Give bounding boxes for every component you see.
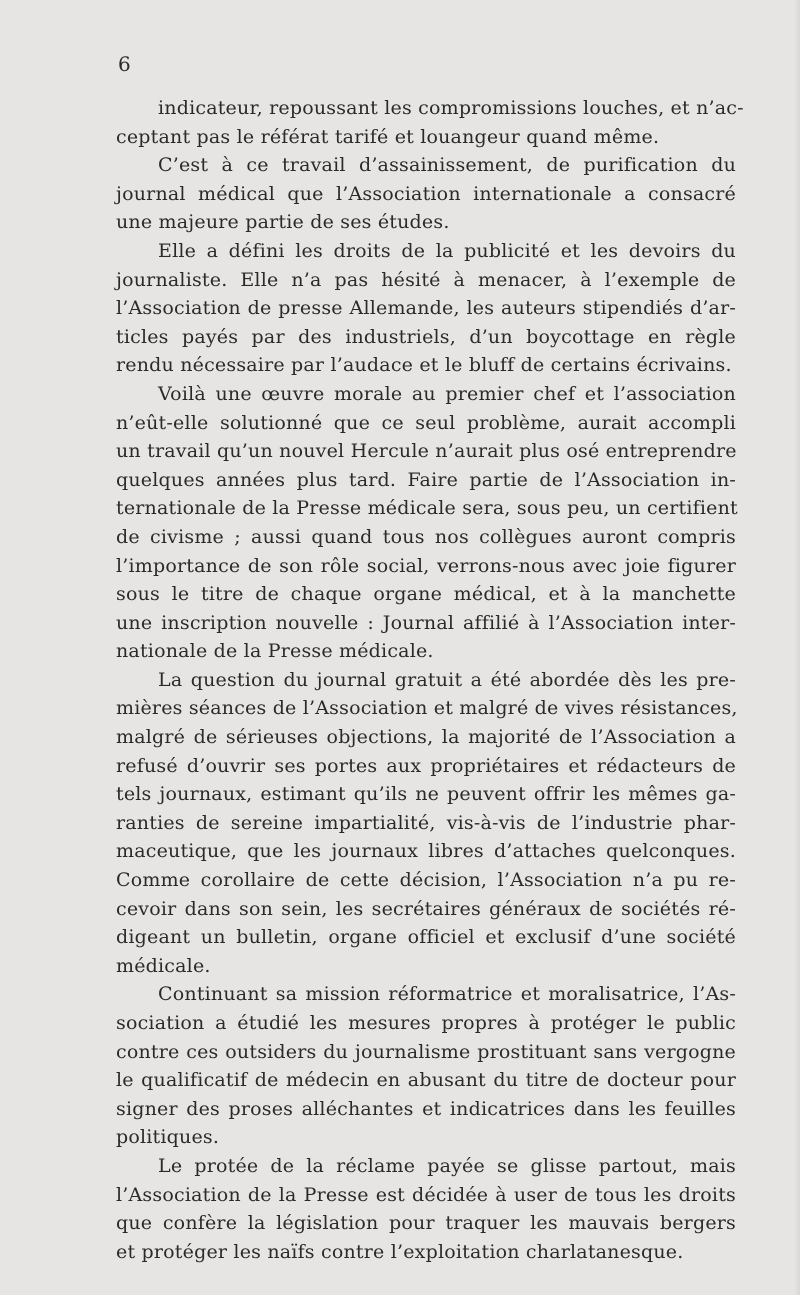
text-line: cevoir dans son sein, les secrétaires généraux de sociétés ré-	[116, 897, 736, 920]
text-line: une majeure partie de ses études.	[116, 211, 450, 234]
paragraph	[116, 237, 736, 380]
text-line: journal médical que l’Association internationale a consacré	[116, 182, 736, 205]
paragraph	[116, 666, 736, 981]
page-number: 6	[118, 52, 131, 76]
text-line: nationale de la Presse médicale.	[116, 640, 434, 663]
paragraph	[116, 1152, 736, 1266]
text-line: un travail qu’un nouvel Hercule n’aurait plus osé entreprendre	[116, 440, 737, 463]
text-line: Continuant sa mission réformatrice et moralisatrice, l’As-	[158, 983, 736, 1006]
text-line: contre ces outsiders du journalisme prostituant sans vergogne	[116, 1040, 736, 1063]
paragraph	[116, 380, 736, 666]
text-line: que confère la législation pour traquer les mauvais bergers	[116, 1212, 736, 1235]
text-line: politiques.	[116, 1126, 220, 1149]
text-line: médicale.	[116, 954, 211, 977]
text-line: Voilà une œuvre morale au premier chef et l’association	[158, 382, 736, 405]
text-line: le qualificatif de médecin en abusant du titre de docteur pour	[116, 1069, 736, 1092]
text-line: tels journaux, estimant qu’ils ne peuvent offrir les mêmes ga-	[116, 783, 736, 806]
text-line: C’est à ce travail d’assainissement, de purification du	[158, 154, 736, 177]
paragraph	[116, 980, 736, 1152]
text-line: La question du journal gratuit a été abordée dès les pre-	[158, 668, 736, 691]
text-line: rendu nécessaire par l’audace et le bluff de certains écrivains.	[116, 354, 732, 377]
text-line: l’importance de son rôle social, verrons-nous avec joie figurer	[116, 554, 736, 577]
body-text	[116, 94, 744, 1266]
text-line: ranties de sereine impartialité, vis-à-vis de l’industrie phar-	[116, 811, 736, 834]
text-line: sous le titre de chaque organe médical, et à la manchette	[116, 583, 736, 606]
paragraph	[116, 94, 744, 151]
text-line: Elle a défini les droits de la publicité et les devoirs du	[158, 239, 736, 262]
text-line: ternationale de la Presse médicale sera, sous peu, un certifient	[116, 497, 738, 520]
text-line: n’eût-elle solutionné que ce seul problème, aurait accompli	[116, 411, 736, 434]
text-line: malgré de sérieuses objections, la majorité de l’Association a	[116, 726, 736, 749]
text-line: journaliste. Elle n’a pas hésité à menacer, à l’exemple de	[116, 268, 736, 291]
text-line: Comme corollaire de cette décision, l’Association n’a pu re-	[116, 869, 736, 892]
text-line: sociation a étudié les mesures propres à protéger le public	[116, 1012, 736, 1034]
text-line: une inscription nouvelle : Journal affilié à l’Association inter-	[116, 611, 736, 634]
text-line: et protéger les naïfs contre l’exploitation charlatanesque.	[116, 1240, 684, 1263]
text-line: signer des proses alléchantes et indicatrices dans les feuilles	[116, 1097, 736, 1120]
text-line: indicateur, repoussant les compromissions louches, et n’ac-	[158, 97, 744, 119]
text-line: l’Association de la Presse est décidée à user de tous les droits	[116, 1183, 736, 1206]
text-line: digeant un bulletin, organe officiel et exclusif d’une société	[116, 926, 736, 949]
text-line: Le protée de la réclame payée se glisse partout, mais	[158, 1154, 736, 1177]
text-line: quelques années plus tard. Faire partie de l’Association in-	[116, 468, 736, 491]
text-line: ceptant pas le référat tarifé et louangeur quand même.	[116, 125, 660, 148]
text-line: ticles payés par des industriels, d’un boycottage en règle	[116, 325, 736, 348]
paragraph	[116, 151, 736, 237]
text-line: de civisme ; aussi quand tous nos collègues auront compris	[116, 525, 736, 548]
text-line: l’Association de presse Allemande, les auteurs stipendiés d’ar-	[116, 297, 736, 320]
text-line: maceutique, que les journaux libres d’attaches quelconques.	[116, 840, 736, 863]
text-line: refusé d’ouvrir ses portes aux propriétaires et rédacteurs de	[116, 754, 736, 777]
page-edge-shadow	[794, 0, 800, 1295]
text-line: mières séances de l’Association et malgré de vives résistances,	[116, 697, 738, 720]
